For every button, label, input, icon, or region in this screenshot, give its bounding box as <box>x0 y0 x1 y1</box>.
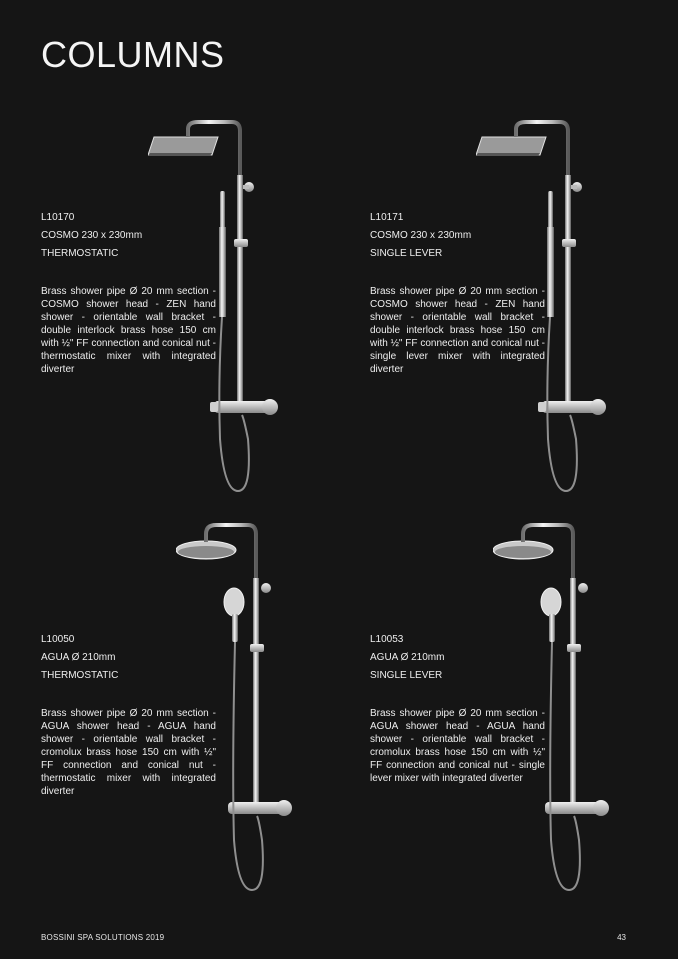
page-number: 43 <box>617 933 626 942</box>
product-name: COSMO 230 x 230mm <box>370 230 472 241</box>
product-description: Brass shower pipe Ø 20 mm section - AGUA shower head - AGUA hand shower - orientable wall bracket - cromolux brass hose 150 cm with ½" FF connection and conical nut - single lever mixer with integrated diverter <box>370 708 545 784</box>
product-type: SINGLE LEVER <box>370 670 443 681</box>
product-type: THERMOSTATIC <box>41 248 119 259</box>
product-code: L10171 <box>370 212 404 223</box>
product-description: Brass shower pipe Ø 20 mm section - AGUA shower head - AGUA hand shower - orientable wall bracket - cromolux brass hose 150 cm with ½" FF connection and conical nut - thermostatic mixer with integrated diverter <box>41 708 216 797</box>
product-name: AGUA Ø 210mm <box>41 652 116 663</box>
product-code: L10050 <box>41 634 75 645</box>
product-name: COSMO 230 x 230mm <box>41 230 143 241</box>
product-name: AGUA Ø 210mm <box>370 652 445 663</box>
round-head-column-image <box>493 520 613 900</box>
round-head-column-image <box>176 520 296 900</box>
product-description: Brass shower pipe Ø 20 mm section - COSMO shower head - ZEN hand shower - orientable wall bracket - double interlock brass hose 150 cm with ½" FF connection and conical nut - single lever mixer with integrated diverter <box>370 286 545 375</box>
page-title: COLUMNS <box>41 34 225 75</box>
product-code: L10053 <box>370 634 404 645</box>
square-head-column-image <box>476 119 606 499</box>
product-type: SINGLE LEVER <box>370 248 443 259</box>
product-code: L10170 <box>41 212 75 223</box>
square-head-column-image <box>148 119 278 499</box>
footer-brand: BOSSINI SPA SOLUTIONS 2019 <box>41 933 165 942</box>
product-type: THERMOSTATIC <box>41 670 119 681</box>
product-description: Brass shower pipe Ø 20 mm section - COSMO shower head - ZEN hand shower - orientable wall bracket - double interlock brass hose 150 cm with ½" FF connection and conical nut - thermostatic mixer with integrated diverter <box>41 286 216 375</box>
